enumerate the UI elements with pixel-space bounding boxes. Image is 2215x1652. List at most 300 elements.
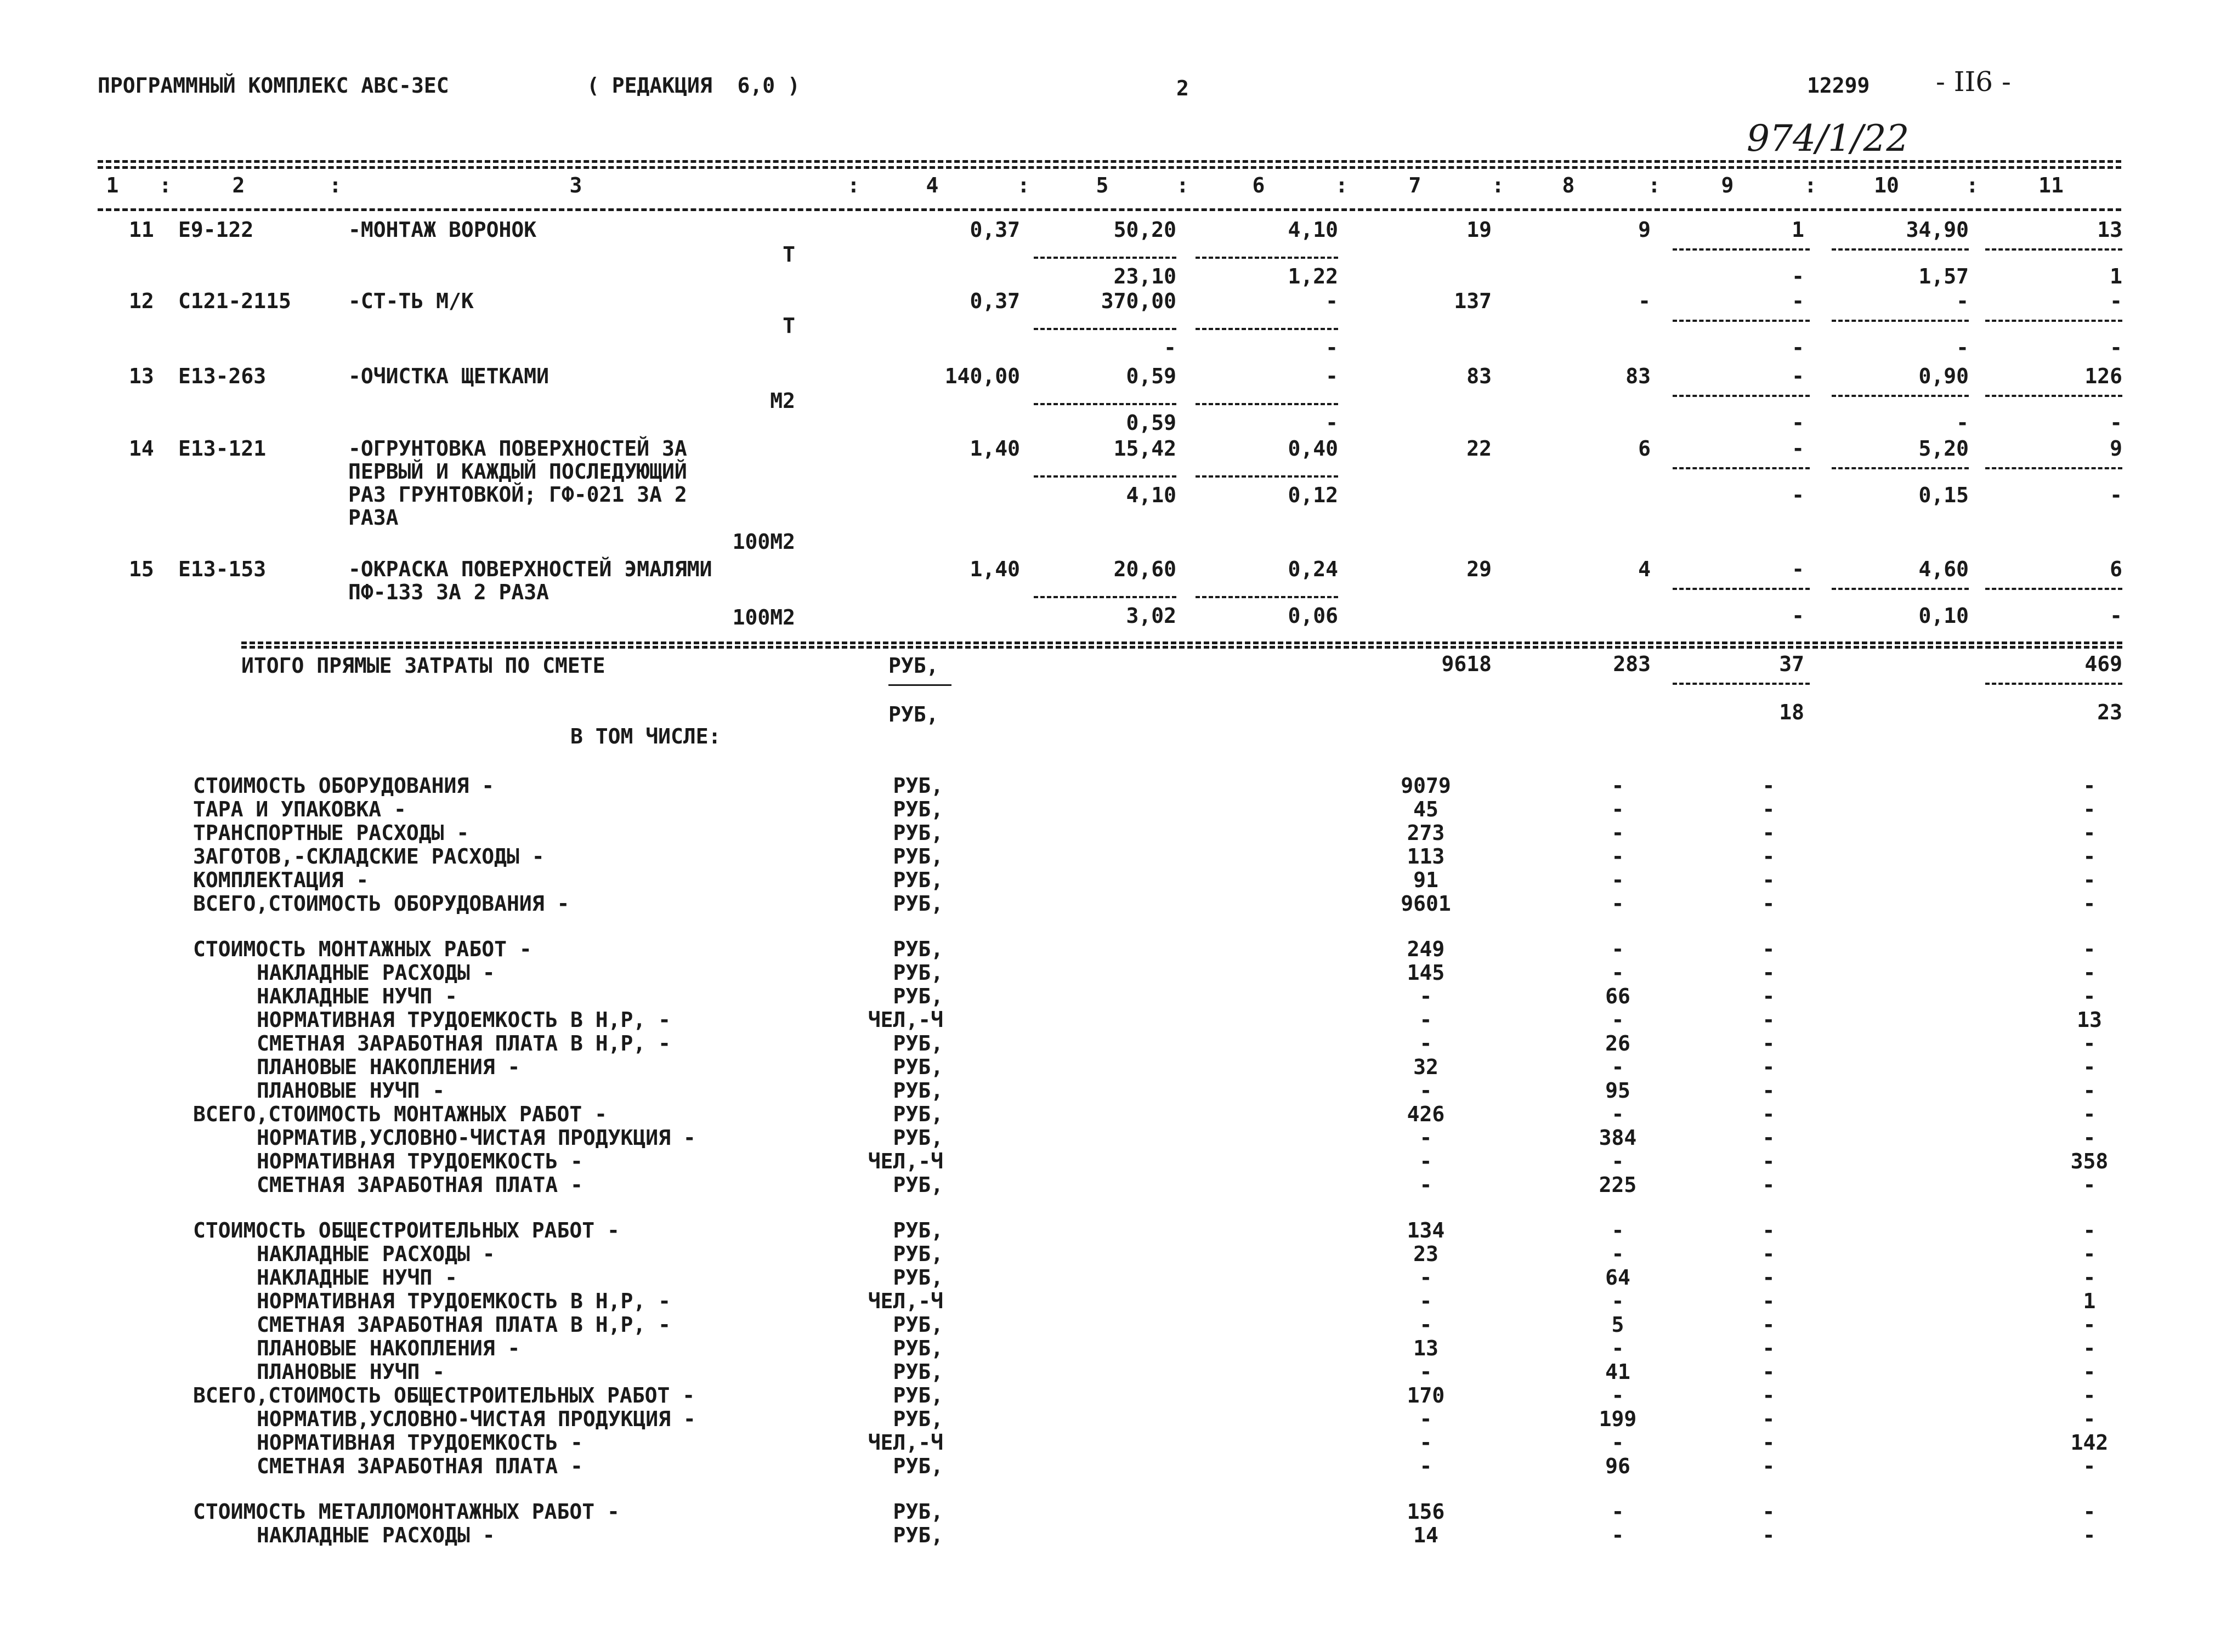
row-unit: М2 — [770, 389, 795, 413]
row-col6-main: 0,40 — [1288, 436, 1338, 461]
row-col10-main: - — [1956, 289, 1969, 313]
detail-unit: РУБ, — [893, 937, 943, 961]
sub-rule — [1034, 475, 1176, 478]
detail-col9: - — [1762, 1523, 1775, 1547]
detail-col11: - — [2083, 1523, 2096, 1547]
detail-col11: - — [2083, 1313, 2096, 1337]
detail-col9: - — [1762, 937, 1775, 961]
row-col9-sub: - — [1792, 604, 1804, 628]
row-col6-main: 4,10 — [1288, 218, 1338, 242]
row-col5-main: 0,59 — [1126, 364, 1176, 388]
detail-col11: - — [2083, 1500, 2096, 1524]
detail-unit: РУБ, — [893, 984, 943, 1008]
detail-label: НОРМАТИВНАЯ ТРУДОЕМКОСТЬ В Н,Р, - — [257, 1289, 671, 1313]
detail-col7: - — [1419, 1313, 1432, 1337]
totals-top-rule — [241, 642, 2122, 644]
row-col6-sub: - — [1325, 411, 1338, 435]
column-header-9: 9 — [1721, 173, 1734, 197]
sub-rule — [1985, 588, 2122, 590]
detail-col7: - — [1419, 1407, 1432, 1431]
detail-col8: 66 — [1605, 984, 1630, 1008]
row-col11-sub: - — [2110, 336, 2122, 360]
detail-col11: - — [2083, 1454, 2096, 1478]
detail-col8: - — [1611, 1289, 1624, 1313]
column-header-1: 1 — [106, 173, 119, 197]
detail-col8: 199 — [1599, 1407, 1637, 1431]
detail-col8: - — [1611, 1383, 1624, 1407]
detail-label: ВСЕГО,СТОИМОСТЬ МОНТАЖНЫХ РАБОТ - — [193, 1102, 607, 1126]
sub-rule — [1673, 467, 1810, 469]
detail-unit: РУБ, — [893, 844, 943, 868]
detail-col9: - — [1762, 1430, 1775, 1455]
detail-unit: ЧЕЛ,-Ч — [868, 1008, 943, 1032]
detail-col7: 145 — [1407, 961, 1445, 985]
detail-label: СТОИМОСТЬ ОБОРУДОВАНИЯ - — [193, 774, 495, 798]
detail-unit: РУБ, — [893, 1407, 943, 1431]
detail-col11: - — [2083, 1265, 2096, 1290]
row-col5-main: 370,00 — [1101, 289, 1176, 313]
row-col5-sub: 23,10 — [1113, 264, 1176, 288]
row-col5-sub: 3,02 — [1126, 604, 1176, 628]
column-header-6: 6 — [1252, 173, 1265, 197]
detail-label: ПЛАНОВЫЕ НАКОПЛЕНИЯ - — [257, 1055, 520, 1079]
row-description: -ОЧИСТКА ЩЕТКАМИ — [348, 364, 549, 388]
row-col6-sub: 0,06 — [1288, 604, 1338, 628]
header-top-rule — [98, 160, 2121, 163]
column-header-8: 8 — [1562, 173, 1575, 197]
detail-col8: - — [1611, 961, 1624, 985]
detail-col11: - — [2083, 774, 2096, 798]
detail-col11: - — [2083, 1126, 2096, 1150]
detail-col7: 45 — [1413, 797, 1438, 821]
detail-col8: - — [1611, 844, 1624, 868]
row-col8: 6 — [1638, 436, 1651, 461]
detail-label: НАКЛАДНЫЕ РАСХОДЫ - — [257, 961, 495, 985]
row-col11-sub: - — [2110, 483, 2122, 507]
sub-rule — [1034, 596, 1176, 598]
row-col11-sub: - — [2110, 604, 2122, 628]
detail-col7: - — [1419, 1454, 1432, 1478]
totals-col11-sub: 23 — [2097, 700, 2122, 724]
detail-col9: - — [1762, 1360, 1775, 1384]
row-unit: 100М2 — [732, 530, 795, 554]
detail-col9: - — [1762, 1336, 1775, 1360]
detail-col9: - — [1762, 1454, 1775, 1478]
detail-col7: 273 — [1407, 821, 1445, 845]
detail-unit: РУБ, — [893, 1055, 943, 1079]
sub-rule — [1832, 248, 1969, 251]
detail-label: НАКЛАДНЫЕ НУЧП - — [257, 1265, 458, 1290]
row-col11-main: 13 — [2097, 218, 2122, 242]
row-description: РАЗ ГРУНТОВКОЙ; ГФ-021 ЗА 2 — [348, 482, 687, 507]
detail-label: НАКЛАДНЫЕ РАСХОДЫ - — [257, 1523, 495, 1547]
column-header-11: 11 — [2038, 173, 2064, 197]
row-col6-main: 0,24 — [1288, 557, 1338, 581]
row-col7: 83 — [1466, 364, 1492, 388]
detail-unit: ЧЕЛ,-Ч — [868, 1149, 943, 1173]
sub-rule — [1985, 683, 2122, 685]
row-description: ПФ-133 ЗА 2 РАЗА — [348, 580, 549, 604]
row-col11-sub: 1 — [2110, 264, 2122, 288]
detail-col11: - — [2083, 1218, 2096, 1242]
row-col11-main: 9 — [2110, 436, 2122, 461]
detail-col8: - — [1611, 868, 1624, 892]
detail-unit: РУБ, — [893, 868, 943, 892]
row-number: 12 — [129, 289, 154, 313]
row-col7: 29 — [1466, 557, 1492, 581]
detail-col9: - — [1762, 1008, 1775, 1032]
row-description: -ОКРАСКА ПОВЕРХНОСТЕЙ ЭМАЛЯМИ — [348, 557, 712, 581]
row-number: 11 — [129, 218, 154, 242]
detail-unit: ЧЕЛ,-Ч — [868, 1430, 943, 1455]
detail-col7: - — [1419, 1078, 1432, 1103]
detail-label: НАКЛАДНЫЕ РАСХОДЫ - — [257, 1242, 495, 1266]
detail-col7: 9601 — [1401, 892, 1451, 916]
detail-col7: 13 — [1413, 1336, 1438, 1360]
detail-col8: - — [1611, 1055, 1624, 1079]
detail-unit: РУБ, — [893, 1360, 943, 1384]
detail-col11: - — [2083, 984, 2096, 1008]
document-number: 12299 — [1807, 73, 1870, 98]
totals-top-rule-2 — [241, 646, 2122, 649]
row-quantity: 1,40 — [970, 436, 1020, 461]
detail-col11: 13 — [2077, 1008, 2102, 1032]
detail-col11: - — [2083, 961, 2096, 985]
row-quantity: 1,40 — [970, 557, 1020, 581]
detail-col9: - — [1762, 774, 1775, 798]
row-col9-sub: - — [1792, 483, 1804, 507]
row-code: Е9-122 — [178, 218, 254, 242]
row-col9-sub: - — [1792, 336, 1804, 360]
detail-col11: - — [2083, 1173, 2096, 1197]
row-col10-sub: - — [1956, 336, 1969, 360]
detail-col8: - — [1611, 1430, 1624, 1455]
row-col9-main: - — [1792, 364, 1804, 388]
detail-col11: - — [2083, 1055, 2096, 1079]
row-quantity: 140,00 — [944, 364, 1020, 388]
page-number: 2 — [1176, 76, 1189, 100]
sub-rule — [1673, 395, 1810, 397]
detail-col8: - — [1611, 1218, 1624, 1242]
row-number: 14 — [129, 436, 154, 461]
detail-col9: - — [1762, 1500, 1775, 1524]
detail-label: СМЕТНАЯ ЗАРАБОТНАЯ ПЛАТА - — [257, 1454, 583, 1478]
row-col8: - — [1638, 289, 1651, 313]
detail-label: НОРМАТИВНАЯ ТРУДОЕМКОСТЬ - — [257, 1430, 583, 1455]
totals-col9-sub: 18 — [1779, 700, 1804, 724]
detail-col9: - — [1762, 1383, 1775, 1407]
sheet-number: - II6 - — [1936, 66, 2011, 98]
detail-label: НОРМАТИВНАЯ ТРУДОЕМКОСТЬ - — [257, 1149, 583, 1173]
detail-col8: - — [1611, 1523, 1624, 1547]
totals-label: ИТОГО ПРЯМЫЕ ЗАТРАТЫ ПО СМЕТЕ — [241, 654, 605, 678]
detail-col8: 225 — [1599, 1173, 1637, 1197]
detail-unit: РУБ, — [893, 797, 943, 821]
detail-col7: 156 — [1407, 1500, 1445, 1524]
row-col6-sub: 1,22 — [1288, 264, 1338, 288]
detail-col9: - — [1762, 1078, 1775, 1103]
detail-col9: - — [1762, 868, 1775, 892]
detail-col9: - — [1762, 1218, 1775, 1242]
row-col5-main: 50,20 — [1113, 218, 1176, 242]
sub-rule — [1673, 683, 1810, 685]
row-col5-main: 15,42 — [1113, 436, 1176, 461]
sub-rule — [1832, 467, 1969, 469]
header-top-rule-2 — [98, 166, 2121, 169]
row-col7: 19 — [1466, 218, 1492, 242]
detail-col11: 142 — [2070, 1430, 2109, 1455]
row-col11-sub: - — [2110, 411, 2122, 435]
detail-label: ЗАГОТОВ,-СКЛАДСКИЕ РАСХОДЫ - — [193, 844, 545, 868]
detail-unit: РУБ, — [893, 1031, 943, 1055]
detail-label: СТОИМОСТЬ МЕТАЛЛОМОНТАЖНЫХ РАБОТ - — [193, 1500, 620, 1524]
detail-col9: - — [1762, 1149, 1775, 1173]
detail-unit: РУБ, — [893, 1523, 943, 1547]
row-col11-main: - — [2110, 289, 2122, 313]
detail-label: СТОИМОСТЬ МОНТАЖНЫХ РАБОТ - — [193, 937, 532, 961]
detail-col7: 134 — [1407, 1218, 1445, 1242]
detail-col7: - — [1419, 1126, 1432, 1150]
detail-col7: 249 — [1407, 937, 1445, 961]
sub-rule — [1196, 328, 1338, 330]
detail-col11: - — [2083, 937, 2096, 961]
row-col10-main: 34,90 — [1906, 218, 1969, 242]
row-code: Е13-153 — [178, 557, 267, 581]
sub-rule — [1985, 320, 2122, 322]
detail-col8: 95 — [1605, 1078, 1630, 1103]
row-unit: Т — [783, 314, 795, 338]
sub-rule — [1832, 320, 1969, 322]
detail-label: ТРАНСПОРТНЫЕ РАСХОДЫ - — [193, 821, 469, 845]
handwritten-note: 974/1/22 — [1747, 117, 1910, 160]
detail-label: СМЕТНАЯ ЗАРАБОТНАЯ ПЛАТА В Н,Р, - — [257, 1031, 671, 1055]
detail-label: КОМПЛЕКТАЦИЯ - — [193, 868, 369, 892]
detail-label: СМЕТНАЯ ЗАРАБОТНАЯ ПЛАТА - — [257, 1173, 583, 1197]
row-quantity: 0,37 — [970, 218, 1020, 242]
detail-col8: - — [1611, 937, 1624, 961]
sub-rule — [1196, 475, 1338, 478]
detail-label: НОРМАТИВНАЯ ТРУДОЕМКОСТЬ В Н,Р, - — [257, 1008, 671, 1032]
row-col5-sub: - — [1164, 336, 1176, 360]
detail-col8: - — [1611, 1102, 1624, 1126]
detail-col8: - — [1611, 1336, 1624, 1360]
detail-label: ВСЕГО,СТОИМОСТЬ ОБЩЕСТРОИТЕЛЬНЫХ РАБОТ - — [193, 1383, 695, 1407]
detail-col9: - — [1762, 1102, 1775, 1126]
detail-col8: - — [1611, 892, 1624, 916]
column-separator: : — [847, 173, 860, 197]
detail-col8: 384 — [1599, 1126, 1637, 1150]
detail-col11: - — [2083, 1031, 2096, 1055]
detail-col11: - — [2083, 1102, 2096, 1126]
detail-col8: 5 — [1611, 1313, 1624, 1337]
detail-label: ПЛАНОВЫЕ НУЧП - — [257, 1360, 445, 1384]
row-col6-sub: 0,12 — [1288, 483, 1338, 507]
detail-col9: - — [1762, 961, 1775, 985]
detail-label: ПЛАНОВЫЕ НУЧП - — [257, 1078, 445, 1103]
detail-col7: 113 — [1407, 844, 1445, 868]
row-number: 15 — [129, 557, 154, 581]
detail-unit: РУБ, — [893, 1383, 943, 1407]
detail-col7: 170 — [1407, 1383, 1445, 1407]
column-separator: : — [1017, 173, 1030, 197]
sub-rule — [1985, 395, 2122, 397]
detail-col7: - — [1419, 984, 1432, 1008]
program-title: ПРОГРАММНЫЙ КОМПЛЕКС АВС-3ЕС — [98, 73, 449, 98]
column-header-5: 5 — [1096, 173, 1109, 197]
detail-col8: - — [1611, 821, 1624, 845]
row-col5-sub: 4,10 — [1126, 483, 1176, 507]
row-col10-main: 4,60 — [1918, 557, 1969, 581]
totals-col7: 9618 — [1441, 652, 1492, 676]
totals-unit: РУБ, — [888, 654, 939, 678]
detail-col11: - — [2083, 1336, 2096, 1360]
detail-col9: - — [1762, 1407, 1775, 1431]
detail-col8: - — [1611, 1500, 1624, 1524]
sub-rule — [1196, 403, 1338, 405]
detail-col11: - — [2083, 1360, 2096, 1384]
detail-col9: - — [1762, 821, 1775, 845]
detail-col9: - — [1762, 1031, 1775, 1055]
detail-col9: - — [1762, 1289, 1775, 1313]
detail-col7: 426 — [1407, 1102, 1445, 1126]
row-col9-sub: - — [1792, 264, 1804, 288]
detail-unit: ЧЕЛ,-Ч — [868, 1289, 943, 1313]
detail-label: СМЕТНАЯ ЗАРАБОТНАЯ ПЛАТА В Н,Р, - — [257, 1313, 671, 1337]
detail-unit: РУБ, — [893, 774, 943, 798]
row-col11-main: 126 — [2084, 364, 2122, 388]
sub-rule — [1832, 588, 1969, 590]
detail-col7: - — [1419, 1173, 1432, 1197]
header-bottom-rule — [98, 208, 2121, 211]
including-heading: В ТОМ ЧИСЛЕ: — [570, 724, 721, 748]
detail-label: ВСЕГО,СТОИМОСТЬ ОБОРУДОВАНИЯ - — [193, 892, 570, 916]
detail-col9: - — [1762, 1173, 1775, 1197]
sub-rule — [1673, 248, 1810, 251]
row-col10-sub: 0,10 — [1918, 604, 1969, 628]
detail-col8: 96 — [1605, 1454, 1630, 1478]
sub-rule — [1196, 257, 1338, 259]
detail-col11: - — [2083, 1383, 2096, 1407]
detail-col7: 9079 — [1401, 774, 1451, 798]
edition-label: ( РЕДАКЦИЯ 6,0 ) — [587, 73, 800, 98]
detail-unit: РУБ, — [893, 1242, 943, 1266]
totals-col9: 37 — [1779, 652, 1804, 676]
detail-col7: - — [1419, 1008, 1432, 1032]
detail-label: СТОИМОСТЬ ОБЩЕСТРОИТЕЛЬНЫХ РАБОТ - — [193, 1218, 620, 1242]
row-col7: 22 — [1466, 436, 1492, 461]
detail-col7: 91 — [1413, 868, 1438, 892]
row-number: 13 — [129, 364, 154, 388]
column-header-7: 7 — [1408, 173, 1421, 197]
totals-unit-secondary: РУБ, — [888, 702, 939, 726]
detail-unit: РУБ, — [893, 1126, 943, 1150]
row-code: С121-2115 — [178, 289, 291, 313]
column-separator: : — [1492, 173, 1504, 197]
unit-underline — [888, 684, 951, 686]
detail-label: ТАРА И УПАКОВКА - — [193, 797, 406, 821]
row-col8: 9 — [1638, 218, 1651, 242]
detail-unit: РУБ, — [893, 1454, 943, 1478]
column-separator: : — [329, 173, 342, 197]
row-description: -МОНТАЖ ВОРОНОК — [348, 218, 537, 242]
detail-unit: РУБ, — [893, 1500, 943, 1524]
detail-col7: - — [1419, 1031, 1432, 1055]
column-separator: : — [1176, 173, 1189, 197]
sub-rule — [1985, 248, 2122, 251]
detail-label: ПЛАНОВЫЕ НАКОПЛЕНИЯ - — [257, 1336, 520, 1360]
column-separator: : — [1966, 173, 1979, 197]
row-col11-main: 6 — [2110, 557, 2122, 581]
row-col6-sub: - — [1325, 336, 1338, 360]
detail-col7: 32 — [1413, 1055, 1438, 1079]
column-header-3: 3 — [569, 173, 582, 197]
detail-col9: - — [1762, 1242, 1775, 1266]
detail-col7: - — [1419, 1430, 1432, 1455]
row-description: -СТ-ТЬ М/К — [348, 289, 474, 313]
column-header-2: 2 — [232, 173, 245, 197]
detail-unit: РУБ, — [893, 1336, 943, 1360]
detail-col8: - — [1611, 1149, 1624, 1173]
detail-unit: РУБ, — [893, 961, 943, 985]
detail-col9: - — [1762, 892, 1775, 916]
row-col10-sub: 0,15 — [1918, 483, 1969, 507]
column-separator: : — [1335, 173, 1348, 197]
detail-col9: - — [1762, 797, 1775, 821]
detail-col11: - — [2083, 1407, 2096, 1431]
sub-rule — [1832, 395, 1969, 397]
row-unit: Т — [783, 242, 795, 266]
sub-rule — [1034, 257, 1176, 259]
detail-col11: - — [2083, 844, 2096, 868]
row-col9-main: - — [1792, 436, 1804, 461]
sub-rule — [1673, 588, 1810, 590]
sub-rule — [1673, 320, 1810, 322]
column-header-4: 4 — [926, 173, 939, 197]
detail-unit: РУБ, — [893, 892, 943, 916]
row-col9-sub: - — [1792, 411, 1804, 435]
row-description: РАЗА — [348, 506, 399, 530]
row-col9-main: - — [1792, 557, 1804, 581]
row-col8: 4 — [1638, 557, 1651, 581]
detail-col9: - — [1762, 1126, 1775, 1150]
detail-col7: 14 — [1413, 1523, 1438, 1547]
detail-unit: РУБ, — [893, 1265, 943, 1290]
detail-col11: - — [2083, 868, 2096, 892]
detail-unit: РУБ, — [893, 1313, 943, 1337]
row-quantity: 0,37 — [970, 289, 1020, 313]
row-col6-main: - — [1325, 364, 1338, 388]
detail-col8: - — [1611, 797, 1624, 821]
detail-col11: - — [2083, 1078, 2096, 1103]
column-separator: : — [1648, 173, 1661, 197]
detail-unit: РУБ, — [893, 1102, 943, 1126]
detail-col8: 41 — [1605, 1360, 1630, 1384]
detail-col8: 26 — [1605, 1031, 1630, 1055]
detail-col7: - — [1419, 1360, 1432, 1384]
row-col8: 83 — [1625, 364, 1651, 388]
detail-col9: - — [1762, 984, 1775, 1008]
row-col10-main: 0,90 — [1918, 364, 1969, 388]
column-separator: : — [159, 173, 172, 197]
sub-rule — [1034, 403, 1176, 405]
detail-label: НОРМАТИВ,УСЛОВНО-ЧИСТАЯ ПРОДУКЦИЯ - — [257, 1407, 696, 1431]
detail-col7: - — [1419, 1289, 1432, 1313]
detail-col9: - — [1762, 1265, 1775, 1290]
detail-col11: 1 — [2083, 1289, 2096, 1313]
detail-unit: РУБ, — [893, 1173, 943, 1197]
detail-col9: - — [1762, 844, 1775, 868]
row-col10-main: 5,20 — [1918, 436, 1969, 461]
